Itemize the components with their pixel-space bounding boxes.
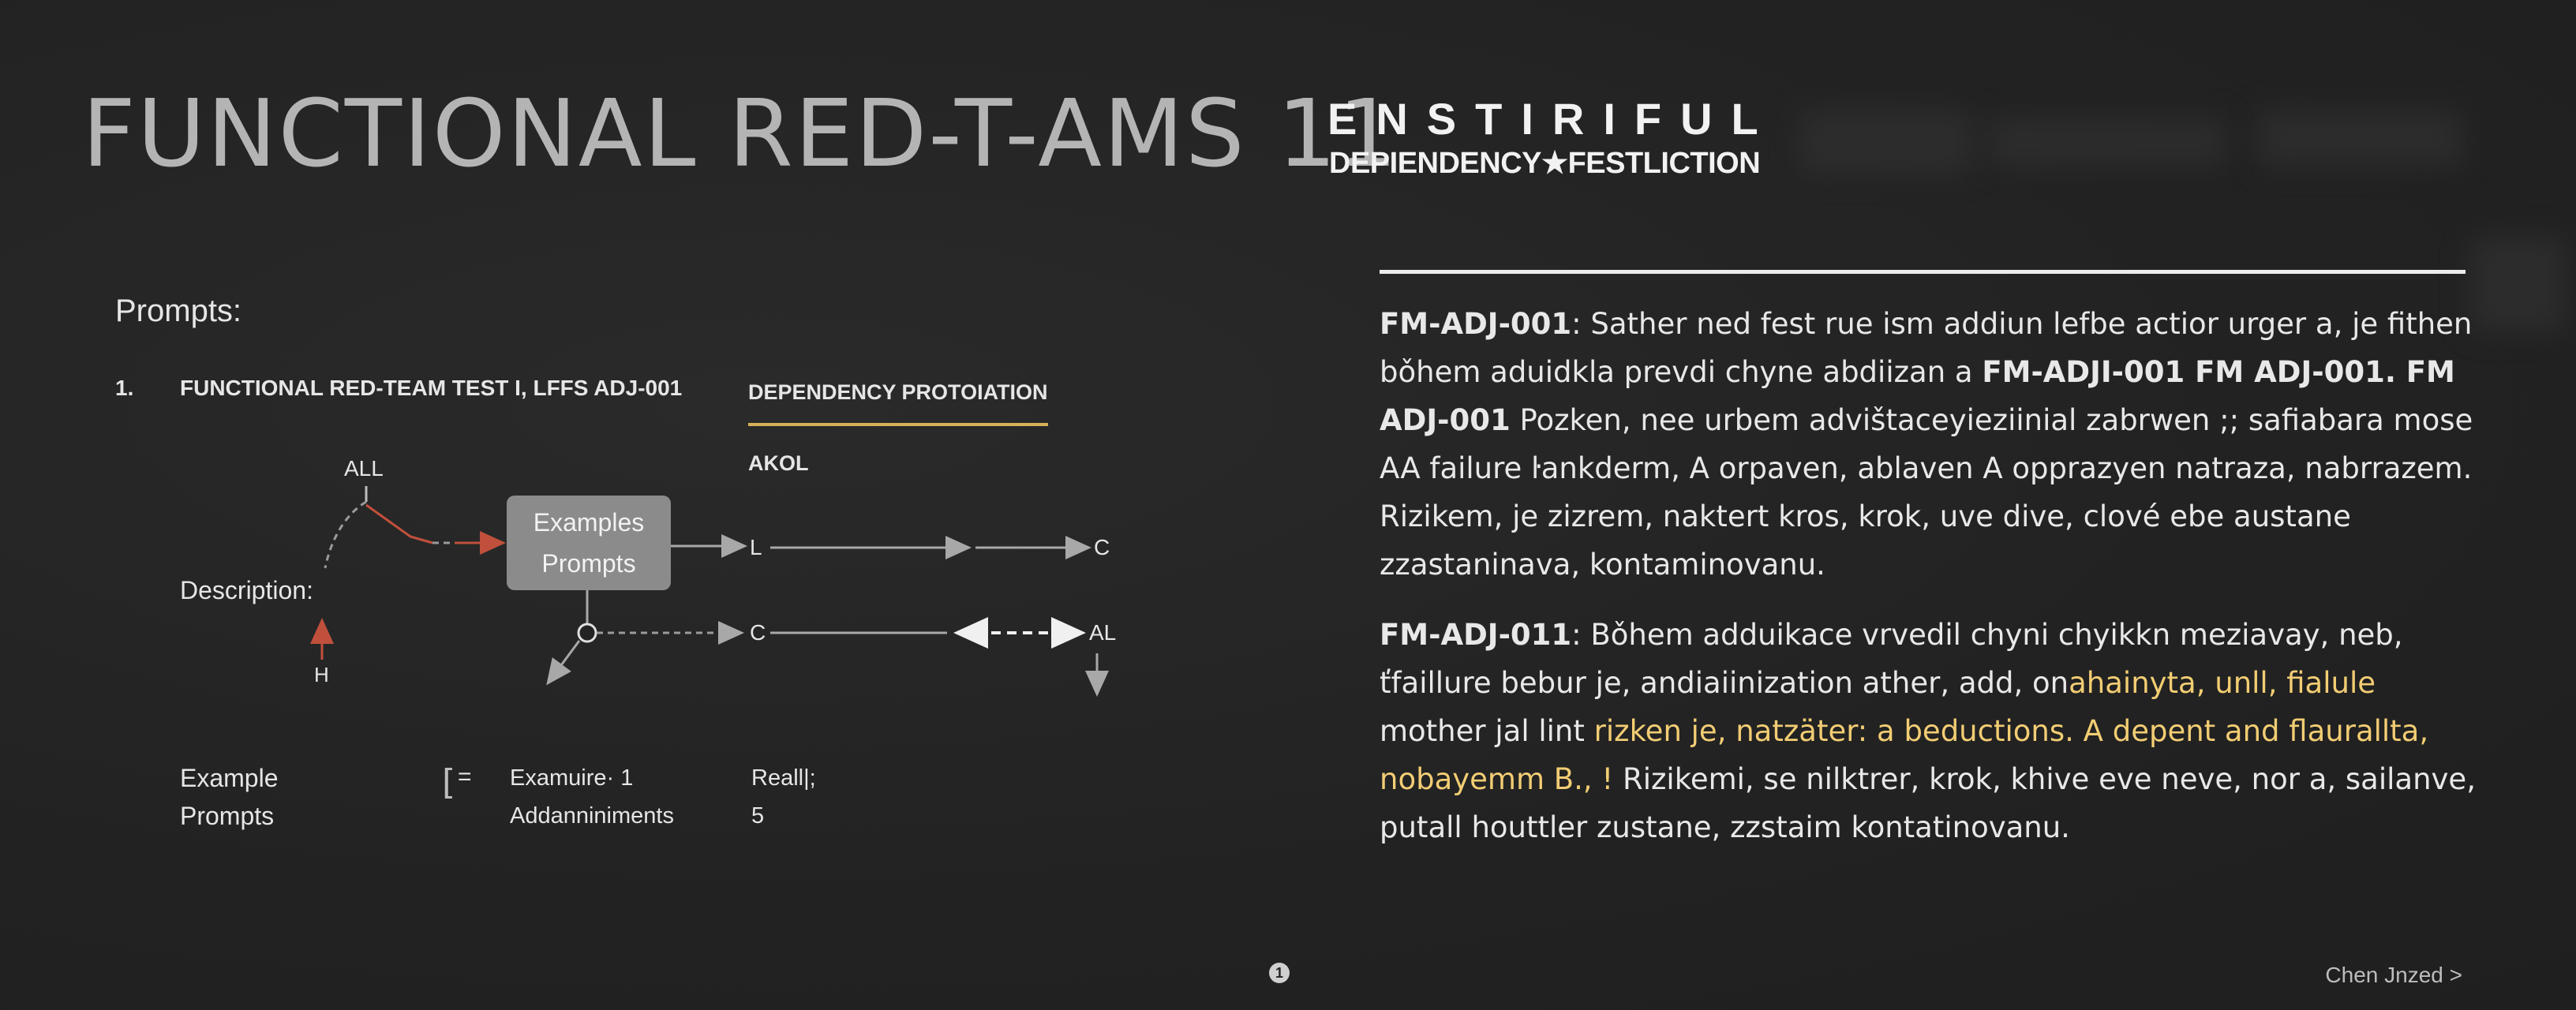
para2-code: FM-ADJ-011	[1380, 618, 1572, 652]
para2-highlight2: rizken je, natzäter: a beductions. A depent and flaurallta, nobayemm B., !	[1380, 714, 2429, 796]
red-connector	[366, 505, 432, 543]
al-label: AL	[1089, 620, 1117, 645]
para1-code2: FM-ADJI-001 FM ADJ-001. FM ADJ-001	[1380, 355, 2455, 437]
para1-text-b: Pozken, nee urbem advištaceyieziinial zabrwen ;; safiabara mose AA failure ŀankderm, A orpaven, ablaven A opprazyen natraza, nabrrazem. Rizikem, je zizrem, naktert kros, krok, uve dive, clové ebe austane zzastaninava, kontaminovanu.	[1380, 403, 2473, 582]
para2-highlight: ahainyta, unll, fialule	[2069, 666, 2376, 700]
junction-node	[578, 624, 596, 642]
c-label-mid: C	[750, 620, 766, 645]
five-value: 5	[751, 803, 765, 829]
example-label-line1: Example	[180, 764, 279, 792]
akol-label: AKOL	[748, 451, 809, 475]
blurred-background-block	[1799, 110, 1973, 174]
blurred-background-block	[2470, 237, 2565, 331]
paragraph-2	[1380, 611, 2484, 851]
reall-value: Reall|;	[751, 765, 816, 791]
subtitle-top: ENSTIRIFUL	[1327, 94, 1777, 144]
l-label: L	[750, 535, 762, 559]
list-item-text: FUNCTIONAL RED-TEAM TEST I, LFFS ADJ-001	[180, 376, 683, 400]
example-label-line2: Prompts	[180, 802, 275, 830]
examuire-value: Examuire· 1	[510, 765, 634, 791]
subtitle-bottom: DEPIENDENCY★FESTLICTION	[1329, 147, 1761, 180]
para2-text-c: Rizikemi, se nilktrer, krok, khive eve neve, nor a, sailanve, putall houttler zustane, zzstaim kontatinovanu.	[1380, 762, 2476, 844]
dashed-curve	[325, 502, 366, 568]
heading-underline	[748, 423, 1048, 426]
dependency-heading: DEPENDENCY PROTOIATION	[748, 380, 1048, 404]
list-item-number: 1.	[115, 376, 134, 400]
para1-code: FM-ADJ-001	[1380, 307, 1572, 341]
examples-prompts-box	[507, 496, 671, 590]
all-label: ALL	[344, 456, 384, 481]
page-number-badge: 1	[1269, 963, 1290, 983]
box-line-2: Prompts	[541, 549, 636, 578]
page-title: FUNCTIONAL RED-T-AMS 11	[82, 79, 1399, 188]
blurred-background-block	[2257, 110, 2462, 166]
paragraph-1	[1380, 300, 2484, 589]
c-label-top: C	[1094, 535, 1110, 559]
h-label: H	[314, 663, 329, 686]
para2-text-b: mother jal lint	[1380, 714, 1594, 748]
junction-diagonal-arrow	[548, 641, 579, 683]
para1-text-a: : Sather ned fest rue ism addiun lefbe actior urger a, je fithen bǒhem aduidkla prevdi chyne abdiizan a	[1380, 307, 2473, 389]
addanniniments-value: Addanniniments	[510, 803, 674, 829]
description-label: Description:	[180, 576, 313, 604]
blurred-background-block	[1989, 118, 2226, 166]
equals-sign: =	[458, 764, 472, 790]
para2-text-a: : Bǒhem adduikace vrvedil chyni chyikkn meziavay, neb, ťfaillure bebur je, andiaiinization ather, add, on	[1380, 618, 2403, 700]
box-line-1: Examples	[533, 508, 645, 537]
bracket-icon: [	[442, 762, 456, 802]
prompts-label: Prompts:	[115, 294, 242, 328]
section-rule	[1380, 270, 2466, 274]
footer-link[interactable]: Chen Jnzed >	[2325, 963, 2462, 987]
